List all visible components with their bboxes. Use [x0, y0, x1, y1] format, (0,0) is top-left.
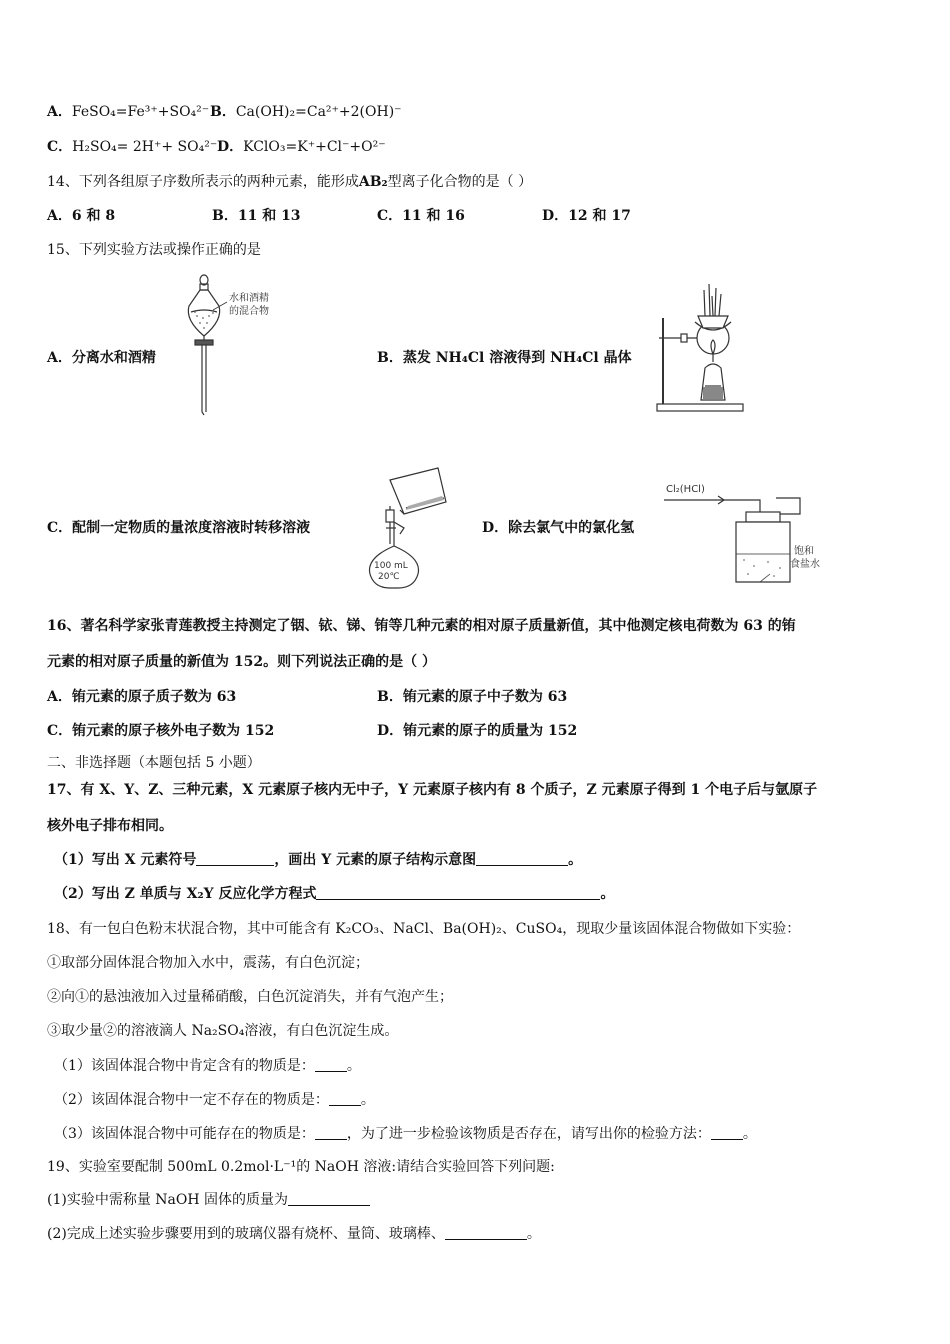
q18-sub2 [54, 1090, 375, 1110]
q17-blank-x-symbol[interactable] [196, 851, 274, 866]
q15-option-a: A．分离水和酒精 [47, 350, 156, 366]
q17-sub1-b: ，画出 Y 元素的原子结构示意图 [274, 852, 477, 868]
q13-option-b-label: B． [210, 104, 236, 120]
q13-option-d [217, 137, 386, 157]
q13-option-d-text: KClO₃=K⁺+Cl⁻+O²⁻ [243, 139, 386, 155]
q19-stem: 19、实验室要配制 500mL 0.2mol·L⁻¹的 NaOH 溶液:请结合实验回答下列问题: [47, 1159, 555, 1175]
evaporation-figure [655, 282, 745, 414]
q19-sub2 [47, 1224, 541, 1244]
q18-sub2-a: （2）该固体混合物中一定不存在的物质是： [54, 1092, 329, 1108]
q17-blank-equation[interactable] [316, 885, 600, 900]
q18-step-3: ③取少量②的溶液滴人 Na₂SO₄溶液，有白色沉淀生成。 [47, 1023, 399, 1039]
q18-sub1-a: （1）该固体混合物中肯定含有的物质是： [54, 1058, 315, 1074]
q18-sub3-b: ，为了进一步检验该物质是否存在，请写出你的检验方法： [346, 1126, 711, 1142]
q13-option-c-label: C． [47, 139, 73, 155]
q17-stem-line2: 核外电子排布相同。 [47, 818, 173, 834]
q18-sub3 [54, 1124, 757, 1144]
gas-label: Cl₂(HCl) [666, 484, 705, 495]
q14-stem-post: 型离子化合物的是（ ） [387, 174, 533, 190]
q18-blank-3a[interactable] [315, 1125, 347, 1140]
q14-stem-pre: 14、下列各组原子序数所表示的两种元素，能形成 [47, 174, 359, 190]
q18-step-1: ①取部分固体混合物加入水中，震荡，有白色沉淀； [47, 955, 369, 971]
q16-option-c: C．铕元素的原子核外电子数为 152 [47, 723, 275, 739]
q18-sub2-end: 。 [360, 1092, 375, 1108]
q18-sub3-end: 。 [742, 1126, 757, 1142]
q13-option-c [47, 137, 217, 157]
q17-sub1 [54, 850, 582, 870]
gas-washing-figure [664, 478, 836, 588]
q19-sub1-text: (1)实验中需称量 NaOH 固体的质量为 [47, 1192, 289, 1208]
q15-option-c: C．配制一定物质的量浓度溶液时转移溶液 [47, 520, 311, 536]
q14-option-a: A．6 和 8 [47, 208, 116, 224]
q14-stem [47, 172, 532, 192]
q13-option-b-text: Ca(OH)₂=Ca²⁺+2(OH)⁻ [235, 104, 402, 120]
q18-sub1-end: 。 [346, 1058, 361, 1074]
q19-sub2-a: (2)完成上述实验步骤要用到的玻璃仪器有烧杯、量筒、玻璃棒、 [47, 1226, 445, 1242]
saline-label-1: 饱和 [794, 546, 814, 557]
q14-option-c: C．11 和 16 [377, 208, 465, 224]
q16-stem-line1: 16、著名科学家张青莲教授主持测定了铟、铱、锑、铕等几种元素的相对原子质量新值，其中他测定核电荷数为 63 的铕 [47, 618, 796, 634]
q16-option-b: B．铕元素的原子中子数为 63 [377, 689, 568, 705]
q13-option-b [210, 102, 402, 122]
q14-option-d: D．12 和 17 [542, 208, 631, 224]
q13-option-c-text: H₂SO₄= 2H⁺+ SO₄²⁻ [72, 139, 218, 155]
q14-option-b: B．11 和 13 [212, 208, 301, 224]
q19-blank-glassware[interactable] [445, 1225, 527, 1240]
q13-option-d-label: D． [217, 139, 244, 155]
q17-sub2-a: （2）写出 Z 单质与 X₂Y 反应化学方程式 [54, 886, 317, 902]
q15-option-b: B．蒸发 NH₄Cl 溶液得到 NH₄Cl 晶体 [377, 350, 632, 366]
funnel-label-2: 的混合物 [229, 306, 269, 317]
q19-blank-mass[interactable] [288, 1191, 370, 1206]
q17-sub1-a: （1）写出 X 元素符号 [54, 852, 197, 868]
funnel-label-1: 水和酒精 [229, 293, 269, 304]
q17-blank-y-diagram[interactable] [476, 851, 568, 866]
q17-sub2 [54, 884, 614, 904]
q16-option-d: D．铕元素的原子的质量为 152 [377, 723, 578, 739]
section-2-title: 二、非选择题（本题包括 5 小题） [47, 755, 261, 771]
q18-blank-3b[interactable] [711, 1125, 743, 1140]
q17-stem-line1: 17、有 X、Y、Z、三种元素，X 元素原子核内无中子，Y 元素原子核内有 8 个质子，Z 元素原子得到 1 个电子后与氩原子 [47, 782, 818, 798]
flask-label-volume: 100 mL [374, 561, 408, 571]
q19-sub1 [47, 1190, 370, 1210]
q17-sub1-end: 。 [568, 852, 583, 868]
q16-stem-line2: 元素的相对原子质量的新值为 152。则下列说法正确的是（ ） [47, 654, 436, 670]
q13-option-a-label: A． [47, 104, 72, 120]
q18-sub1 [54, 1056, 361, 1076]
q18-stem: 18、有一包白色粉末状混合物，其中可能含有 K₂CO₃、NaCl、Ba(OH)₂、CuSO₄，现取少量该固体混合物做如下实验： [47, 921, 801, 937]
q18-step-2: ②向①的悬浊液加入过量稀硝酸，白色沉淀消失，并有气泡产生； [47, 989, 453, 1005]
q13-option-a [47, 102, 209, 122]
separatory-funnel-figure [183, 272, 288, 417]
q13-option-a-text: FeSO₄=Fe³⁺+SO₄²⁻ [71, 104, 210, 120]
q18-sub3-a: （3）该固体混合物中可能存在的物质是： [54, 1126, 315, 1142]
flask-label-temp: 20℃ [378, 572, 400, 582]
q14-stem-formula: AB₂ [358, 174, 388, 190]
q16-option-a: A．铕元素的原子质子数为 63 [47, 689, 237, 705]
q19-sub2-end: 。 [526, 1226, 541, 1242]
q18-blank-2[interactable] [329, 1091, 361, 1106]
q15-option-d: D．除去氯气中的氯化氢 [482, 520, 635, 536]
q17-sub2-end: 。 [600, 886, 615, 902]
saline-label-2: 食盐水 [790, 559, 820, 570]
q15-stem: 15、下列实验方法或操作正确的是 [47, 242, 261, 258]
transfer-solution-figure [360, 462, 450, 592]
q18-blank-1[interactable] [315, 1057, 347, 1072]
